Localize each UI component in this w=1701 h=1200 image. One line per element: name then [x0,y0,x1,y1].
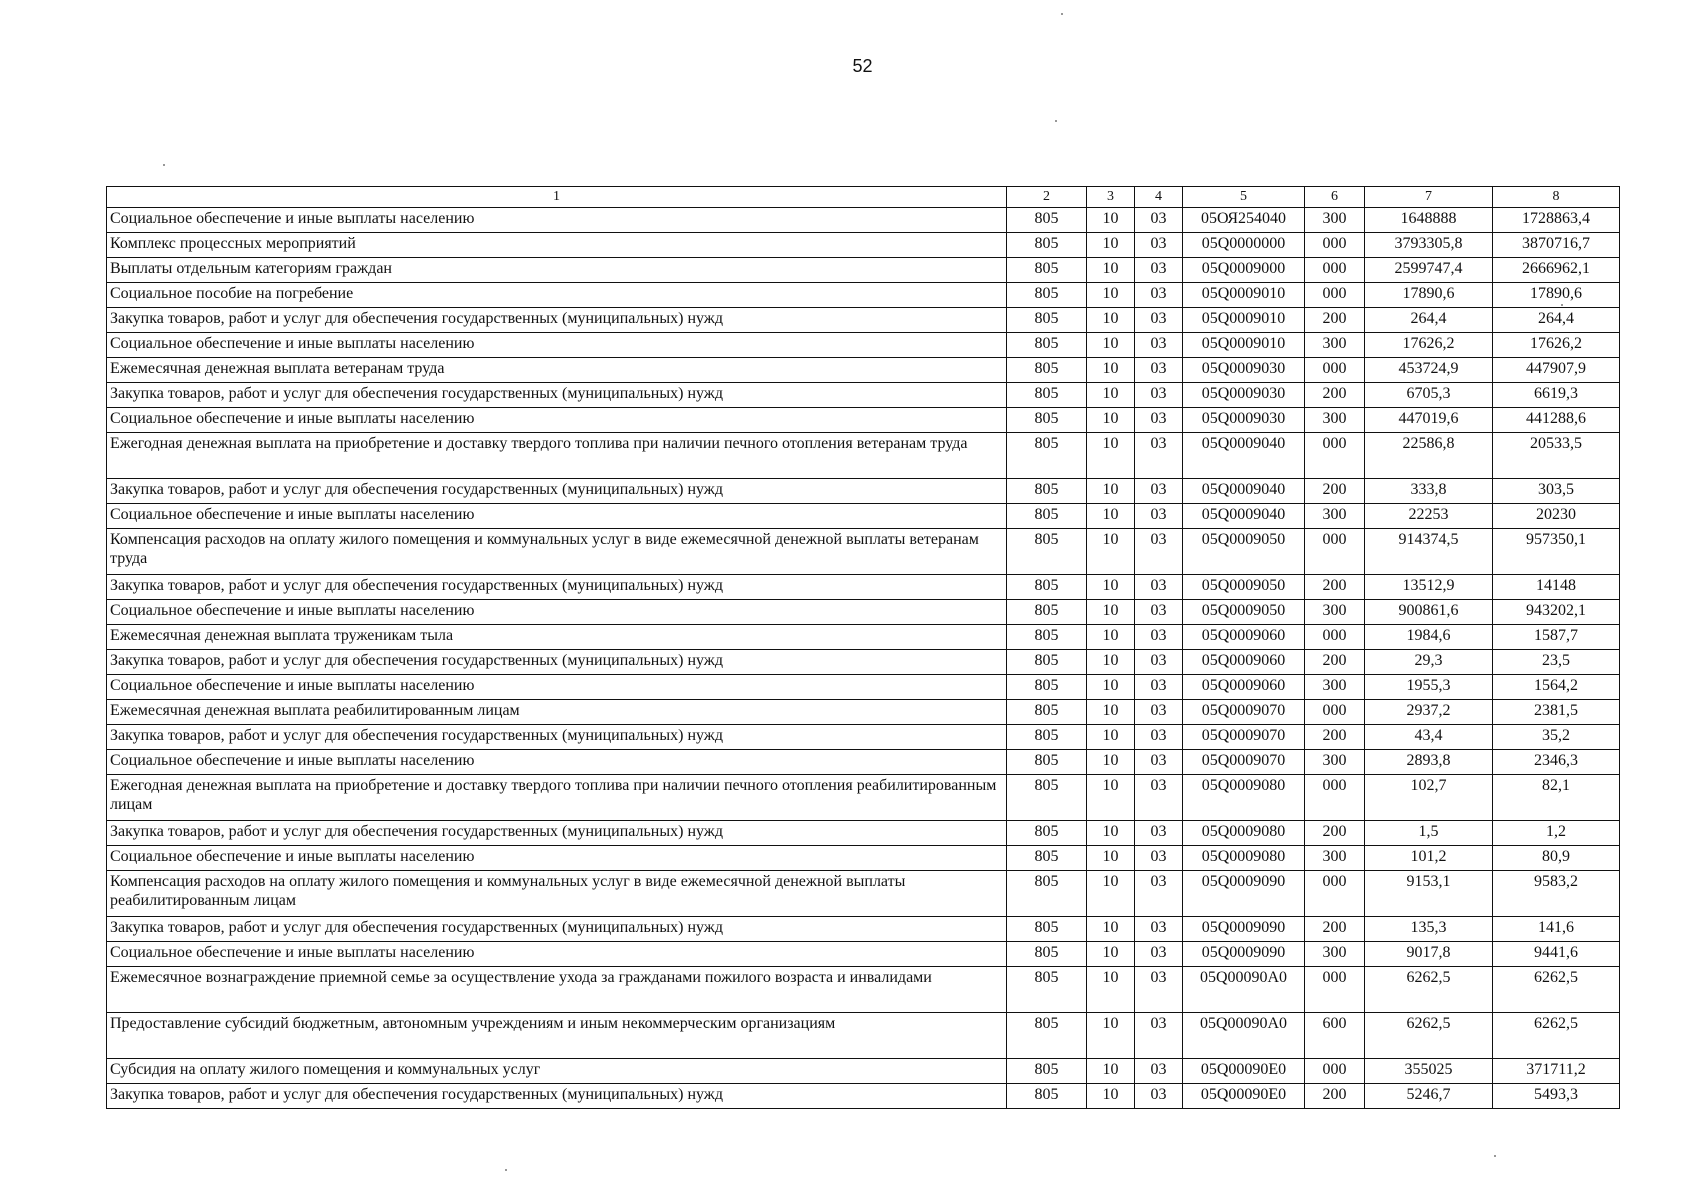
row-col-5: 05Q0009070 [1183,700,1305,725]
row-col-8: 943202,1 [1493,600,1620,625]
row-col-6: 000 [1305,700,1365,725]
row-col-5: 05Q0009030 [1183,358,1305,383]
row-col-6: 300 [1305,942,1365,967]
row-col-5: 05Q0009030 [1183,383,1305,408]
row-col-6: 200 [1305,1084,1365,1109]
row-col-4: 03 [1135,479,1183,504]
row-col-2: 805 [1007,600,1087,625]
column-header: 5 [1183,187,1305,208]
row-col-7: 453724,9 [1365,358,1493,383]
row-col-3: 10 [1087,529,1135,575]
row-col-6: 000 [1305,433,1365,479]
row-col-7: 6262,5 [1365,967,1493,1013]
row-col-3: 10 [1087,1059,1135,1084]
row-col-7: 13512,9 [1365,575,1493,600]
row-col-5: 05ОЯ254040 [1183,208,1305,233]
row-col-2: 805 [1007,283,1087,308]
table-body [107,208,1620,1109]
header-row [107,187,1620,208]
row-name: Социальное обеспечение и иные выплаты населению [107,942,1007,967]
row-col-8: 6262,5 [1493,967,1620,1013]
row-col-7: 1648888 [1365,208,1493,233]
row-col-2: 805 [1007,479,1087,504]
row-col-6: 300 [1305,846,1365,871]
row-col-7: 6705,3 [1365,383,1493,408]
row-col-2: 805 [1007,675,1087,700]
row-name: Ежемесячная денежная выплата ветеранам труда [107,358,1007,383]
row-col-3: 10 [1087,917,1135,942]
row-col-2: 805 [1007,821,1087,846]
row-col-8: 5493,3 [1493,1084,1620,1109]
row-col-2: 805 [1007,1084,1087,1109]
row-col-5: 05Q0000000 [1183,233,1305,258]
row-col-4: 03 [1135,725,1183,750]
row-col-7: 355025 [1365,1059,1493,1084]
row-col-4: 03 [1135,871,1183,917]
row-col-4: 03 [1135,967,1183,1013]
row-name: Социальное обеспечение и иные выплаты населению [107,504,1007,529]
row-col-5: 05Q0009000 [1183,258,1305,283]
row-col-7: 43,4 [1365,725,1493,750]
row-col-8: 17890,6 [1493,283,1620,308]
row-col-7: 17890,6 [1365,283,1493,308]
row-col-8: 371711,2 [1493,1059,1620,1084]
row-col-6: 000 [1305,871,1365,917]
row-col-6: 200 [1305,575,1365,600]
row-col-4: 03 [1135,358,1183,383]
row-col-6: 300 [1305,750,1365,775]
row-name: Социальное обеспечение и иные выплаты населению [107,333,1007,358]
row-col-7: 29,3 [1365,650,1493,675]
row-col-4: 03 [1135,917,1183,942]
row-col-8: 17626,2 [1493,333,1620,358]
table-row [107,917,1620,942]
row-col-7: 9017,8 [1365,942,1493,967]
table-row [107,283,1620,308]
row-name: Закупка товаров, работ и услуг для обеспечения государственных (муниципальных) нужд [107,383,1007,408]
row-col-8: 441288,6 [1493,408,1620,433]
row-col-5: 05Q0009080 [1183,775,1305,821]
row-col-3: 10 [1087,208,1135,233]
row-col-2: 805 [1007,917,1087,942]
row-col-7: 17626,2 [1365,333,1493,358]
table-row [107,942,1620,967]
row-col-4: 03 [1135,750,1183,775]
row-col-4: 03 [1135,283,1183,308]
row-col-5: 05Q0009060 [1183,675,1305,700]
row-col-8: 141,6 [1493,917,1620,942]
table-row [107,871,1620,917]
row-col-6: 300 [1305,408,1365,433]
table-row [107,1084,1620,1109]
row-col-3: 10 [1087,383,1135,408]
row-col-4: 03 [1135,308,1183,333]
row-col-5: 05Q0009090 [1183,871,1305,917]
row-col-5: 05Q00090А0 [1183,1013,1305,1059]
table-row [107,529,1620,575]
row-col-4: 03 [1135,233,1183,258]
row-col-3: 10 [1087,750,1135,775]
row-col-8: 14148 [1493,575,1620,600]
row-col-4: 03 [1135,408,1183,433]
row-col-7: 2893,8 [1365,750,1493,775]
row-col-2: 805 [1007,504,1087,529]
row-col-5: 05Q0009050 [1183,529,1305,575]
row-col-7: 3793305,8 [1365,233,1493,258]
row-col-6: 300 [1305,600,1365,625]
row-col-7: 1984,6 [1365,625,1493,650]
row-col-5: 05Q00090Е0 [1183,1084,1305,1109]
row-col-3: 10 [1087,821,1135,846]
row-name: Закупка товаров, работ и услуг для обеспечения государственных (муниципальных) нужд [107,821,1007,846]
table-row [107,821,1620,846]
row-name: Социальное обеспечение и иные выплаты населению [107,750,1007,775]
row-col-4: 03 [1135,700,1183,725]
row-name: Закупка товаров, работ и услуг для обеспечения государственных (муниципальных) нужд [107,575,1007,600]
column-header: 7 [1365,187,1493,208]
row-col-5: 05Q00090Е0 [1183,1059,1305,1084]
row-col-6: 300 [1305,208,1365,233]
row-col-8: 1728863,4 [1493,208,1620,233]
row-col-6: 300 [1305,675,1365,700]
row-col-6: 200 [1305,917,1365,942]
row-col-7: 900861,6 [1365,600,1493,625]
row-col-6: 000 [1305,1059,1365,1084]
row-col-3: 10 [1087,846,1135,871]
row-col-4: 03 [1135,208,1183,233]
row-col-7: 22586,8 [1365,433,1493,479]
row-col-3: 10 [1087,700,1135,725]
row-col-8: 20533,5 [1493,433,1620,479]
table-header [107,187,1620,208]
row-name: Социальное обеспечение и иные выплаты населению [107,408,1007,433]
row-col-8: 1587,7 [1493,625,1620,650]
row-col-5: 05Q0009080 [1183,846,1305,871]
table-row [107,725,1620,750]
row-col-3: 10 [1087,675,1135,700]
row-name: Закупка товаров, работ и услуг для обеспечения государственных (муниципальных) нужд [107,725,1007,750]
row-col-2: 805 [1007,1059,1087,1084]
scan-speck [1561,304,1563,306]
table-row [107,575,1620,600]
row-col-4: 03 [1135,383,1183,408]
row-col-8: 1,2 [1493,821,1620,846]
row-col-6: 000 [1305,233,1365,258]
row-col-3: 10 [1087,775,1135,821]
table-row [107,675,1620,700]
table-row [107,358,1620,383]
row-name: Компенсация расходов на оплату жилого помещения и коммунальных услуг в виде ежемесячной денежной выплаты ветеранам труда [107,529,1007,575]
row-col-2: 805 [1007,233,1087,258]
row-col-6: 200 [1305,650,1365,675]
row-col-3: 10 [1087,575,1135,600]
row-col-7: 5246,7 [1365,1084,1493,1109]
row-name: Выплаты отдельным категориям граждан [107,258,1007,283]
row-col-8: 264,4 [1493,308,1620,333]
row-col-7: 914374,5 [1365,529,1493,575]
page-number: 52 [852,56,873,76]
row-col-2: 805 [1007,575,1087,600]
column-header: 4 [1135,187,1183,208]
row-name: Социальное обеспечение и иные выплаты населению [107,600,1007,625]
row-col-7: 447019,6 [1365,408,1493,433]
row-col-4: 03 [1135,1013,1183,1059]
row-col-6: 000 [1305,775,1365,821]
row-name: Социальное пособие на погребение [107,283,1007,308]
row-name: Закупка товаров, работ и услуг для обеспечения государственных (муниципальных) нужд [107,1084,1007,1109]
row-col-7: 6262,5 [1365,1013,1493,1059]
column-header: 6 [1305,187,1365,208]
row-col-6: 000 [1305,258,1365,283]
row-col-4: 03 [1135,625,1183,650]
budget-table [106,186,1620,1109]
table-row [107,700,1620,725]
row-col-3: 10 [1087,871,1135,917]
row-col-6: 600 [1305,1013,1365,1059]
row-col-6: 000 [1305,358,1365,383]
row-col-4: 03 [1135,1084,1183,1109]
table-row [107,967,1620,1013]
row-col-5: 05Q0009070 [1183,750,1305,775]
row-col-3: 10 [1087,408,1135,433]
table-row [107,1059,1620,1084]
row-col-7: 22253 [1365,504,1493,529]
row-name: Ежемесячная денежная выплата труженикам тыла [107,625,1007,650]
row-col-4: 03 [1135,846,1183,871]
row-col-6: 000 [1305,967,1365,1013]
row-col-8: 6619,3 [1493,383,1620,408]
row-col-2: 805 [1007,529,1087,575]
row-col-3: 10 [1087,942,1135,967]
row-col-7: 333,8 [1365,479,1493,504]
row-col-8: 9441,6 [1493,942,1620,967]
row-col-2: 805 [1007,308,1087,333]
scan-speck [163,164,165,166]
row-col-4: 03 [1135,675,1183,700]
row-col-5: 05Q0009030 [1183,408,1305,433]
row-col-2: 805 [1007,846,1087,871]
row-col-6: 200 [1305,725,1365,750]
scan-speck [1494,1155,1496,1157]
row-col-5: 05Q0009090 [1183,917,1305,942]
row-col-2: 805 [1007,871,1087,917]
row-name: Закупка товаров, работ и услуг для обеспечения государственных (муниципальных) нужд [107,308,1007,333]
row-col-5: 05Q0009080 [1183,821,1305,846]
column-header: 2 [1007,187,1087,208]
row-col-6: 200 [1305,479,1365,504]
row-col-5: 05Q0009050 [1183,600,1305,625]
row-col-3: 10 [1087,358,1135,383]
row-col-8: 447907,9 [1493,358,1620,383]
row-col-7: 1,5 [1365,821,1493,846]
row-col-3: 10 [1087,233,1135,258]
scan-speck [1055,120,1057,122]
row-col-8: 2381,5 [1493,700,1620,725]
table-row [107,408,1620,433]
row-col-7: 9153,1 [1365,871,1493,917]
column-header: 8 [1493,187,1620,208]
column-header: 1 [107,187,1007,208]
table-row [107,650,1620,675]
row-col-4: 03 [1135,258,1183,283]
row-col-2: 805 [1007,725,1087,750]
row-col-3: 10 [1087,600,1135,625]
row-col-5: 05Q0009050 [1183,575,1305,600]
row-col-5: 05Q0009090 [1183,942,1305,967]
row-col-6: 200 [1305,308,1365,333]
row-col-7: 264,4 [1365,308,1493,333]
row-col-2: 805 [1007,942,1087,967]
row-col-4: 03 [1135,575,1183,600]
table-row [107,479,1620,504]
row-col-3: 10 [1087,725,1135,750]
table-row [107,775,1620,821]
table-row [107,258,1620,283]
row-col-4: 03 [1135,504,1183,529]
row-col-4: 03 [1135,600,1183,625]
row-col-4: 03 [1135,1059,1183,1084]
row-col-7: 2937,2 [1365,700,1493,725]
table-row [107,600,1620,625]
row-col-2: 805 [1007,358,1087,383]
row-col-2: 805 [1007,258,1087,283]
row-col-3: 10 [1087,308,1135,333]
row-col-5: 05Q0009070 [1183,725,1305,750]
row-name: Предоставление субсидий бюджетным, автономным учреждениям и иным некоммерческим организациям [107,1013,1007,1059]
row-col-8: 2666962,1 [1493,258,1620,283]
row-col-6: 000 [1305,283,1365,308]
row-col-6: 300 [1305,504,1365,529]
row-name: Закупка товаров, работ и услуг для обеспечения государственных (муниципальных) нужд [107,479,1007,504]
row-col-3: 10 [1087,283,1135,308]
row-name: Комплекс процессных мероприятий [107,233,1007,258]
row-name: Ежегодная денежная выплата на приобретение и доставку твердого топлива при наличии печного отопления реабилитированным лицам [107,775,1007,821]
row-col-7: 102,7 [1365,775,1493,821]
row-col-8: 2346,3 [1493,750,1620,775]
row-col-8: 3870716,7 [1493,233,1620,258]
row-col-6: 200 [1305,383,1365,408]
row-col-8: 957350,1 [1493,529,1620,575]
row-col-6: 300 [1305,333,1365,358]
row-name: Социальное обеспечение и иные выплаты населению [107,208,1007,233]
row-col-8: 20230 [1493,504,1620,529]
row-name: Социальное обеспечение и иные выплаты населению [107,846,1007,871]
table-row [107,333,1620,358]
row-col-3: 10 [1087,333,1135,358]
row-col-5: 05Q0009040 [1183,433,1305,479]
row-col-7: 135,3 [1365,917,1493,942]
row-col-4: 03 [1135,821,1183,846]
row-col-4: 03 [1135,529,1183,575]
row-col-3: 10 [1087,504,1135,529]
row-col-8: 35,2 [1493,725,1620,750]
table-row [107,383,1620,408]
row-col-4: 03 [1135,650,1183,675]
row-col-3: 10 [1087,625,1135,650]
row-col-3: 10 [1087,479,1135,504]
row-col-8: 303,5 [1493,479,1620,504]
table-row [107,504,1620,529]
row-name: Социальное обеспечение и иные выплаты населению [107,675,1007,700]
row-col-2: 805 [1007,383,1087,408]
row-col-5: 05Q0009040 [1183,504,1305,529]
row-col-3: 10 [1087,433,1135,479]
row-col-2: 805 [1007,625,1087,650]
row-name: Субсидия на оплату жилого помещения и коммунальных услуг [107,1059,1007,1084]
row-col-8: 6262,5 [1493,1013,1620,1059]
row-col-7: 2599747,4 [1365,258,1493,283]
row-col-2: 805 [1007,700,1087,725]
row-col-2: 805 [1007,208,1087,233]
table-row [107,208,1620,233]
table-row [107,846,1620,871]
table-row [107,233,1620,258]
row-col-6: 200 [1305,821,1365,846]
row-col-6: 000 [1305,529,1365,575]
row-name: Ежегодная денежная выплата на приобретение и доставку твердого топлива при наличии печного отопления ветеранам труда [107,433,1007,479]
row-col-3: 10 [1087,1084,1135,1109]
row-col-8: 1564,2 [1493,675,1620,700]
scan-speck [1061,13,1063,15]
row-name: Закупка товаров, работ и услуг для обеспечения государственных (муниципальных) нужд [107,917,1007,942]
row-col-5: 05Q00090А0 [1183,967,1305,1013]
row-col-4: 03 [1135,942,1183,967]
table-row [107,625,1620,650]
row-col-2: 805 [1007,650,1087,675]
row-col-2: 805 [1007,433,1087,479]
table-row [107,308,1620,333]
scan-speck [505,1169,507,1171]
row-col-2: 805 [1007,967,1087,1013]
row-col-8: 80,9 [1493,846,1620,871]
row-col-6: 000 [1305,625,1365,650]
row-col-5: 05Q0009060 [1183,625,1305,650]
row-col-5: 05Q0009010 [1183,283,1305,308]
row-col-5: 05Q0009010 [1183,308,1305,333]
table-row [107,1013,1620,1059]
row-col-7: 101,2 [1365,846,1493,871]
row-col-3: 10 [1087,650,1135,675]
row-col-3: 10 [1087,258,1135,283]
row-name: Ежемесячная денежная выплата реабилитированным лицам [107,700,1007,725]
row-col-8: 82,1 [1493,775,1620,821]
row-name: Компенсация расходов на оплату жилого помещения и коммунальных услуг в виде ежемесячной денежной выплаты реабилитированным лицам [107,871,1007,917]
row-col-2: 805 [1007,775,1087,821]
row-col-2: 805 [1007,408,1087,433]
row-col-2: 805 [1007,333,1087,358]
row-col-3: 10 [1087,967,1135,1013]
row-col-8: 9583,2 [1493,871,1620,917]
table-row [107,433,1620,479]
row-col-5: 05Q0009040 [1183,479,1305,504]
row-name: Ежемесячное вознаграждение приемной семье за осуществление ухода за гражданами пожилого возраста и инвалидами [107,967,1007,1013]
row-name: Закупка товаров, работ и услуг для обеспечения государственных (муниципальных) нужд [107,650,1007,675]
row-col-4: 03 [1135,333,1183,358]
column-header: 3 [1087,187,1135,208]
row-col-4: 03 [1135,433,1183,479]
row-col-2: 805 [1007,750,1087,775]
row-col-7: 1955,3 [1365,675,1493,700]
row-col-8: 23,5 [1493,650,1620,675]
row-col-5: 05Q0009010 [1183,333,1305,358]
row-col-2: 805 [1007,1013,1087,1059]
row-col-4: 03 [1135,775,1183,821]
row-col-5: 05Q0009060 [1183,650,1305,675]
row-col-3: 10 [1087,1013,1135,1059]
table-row [107,750,1620,775]
